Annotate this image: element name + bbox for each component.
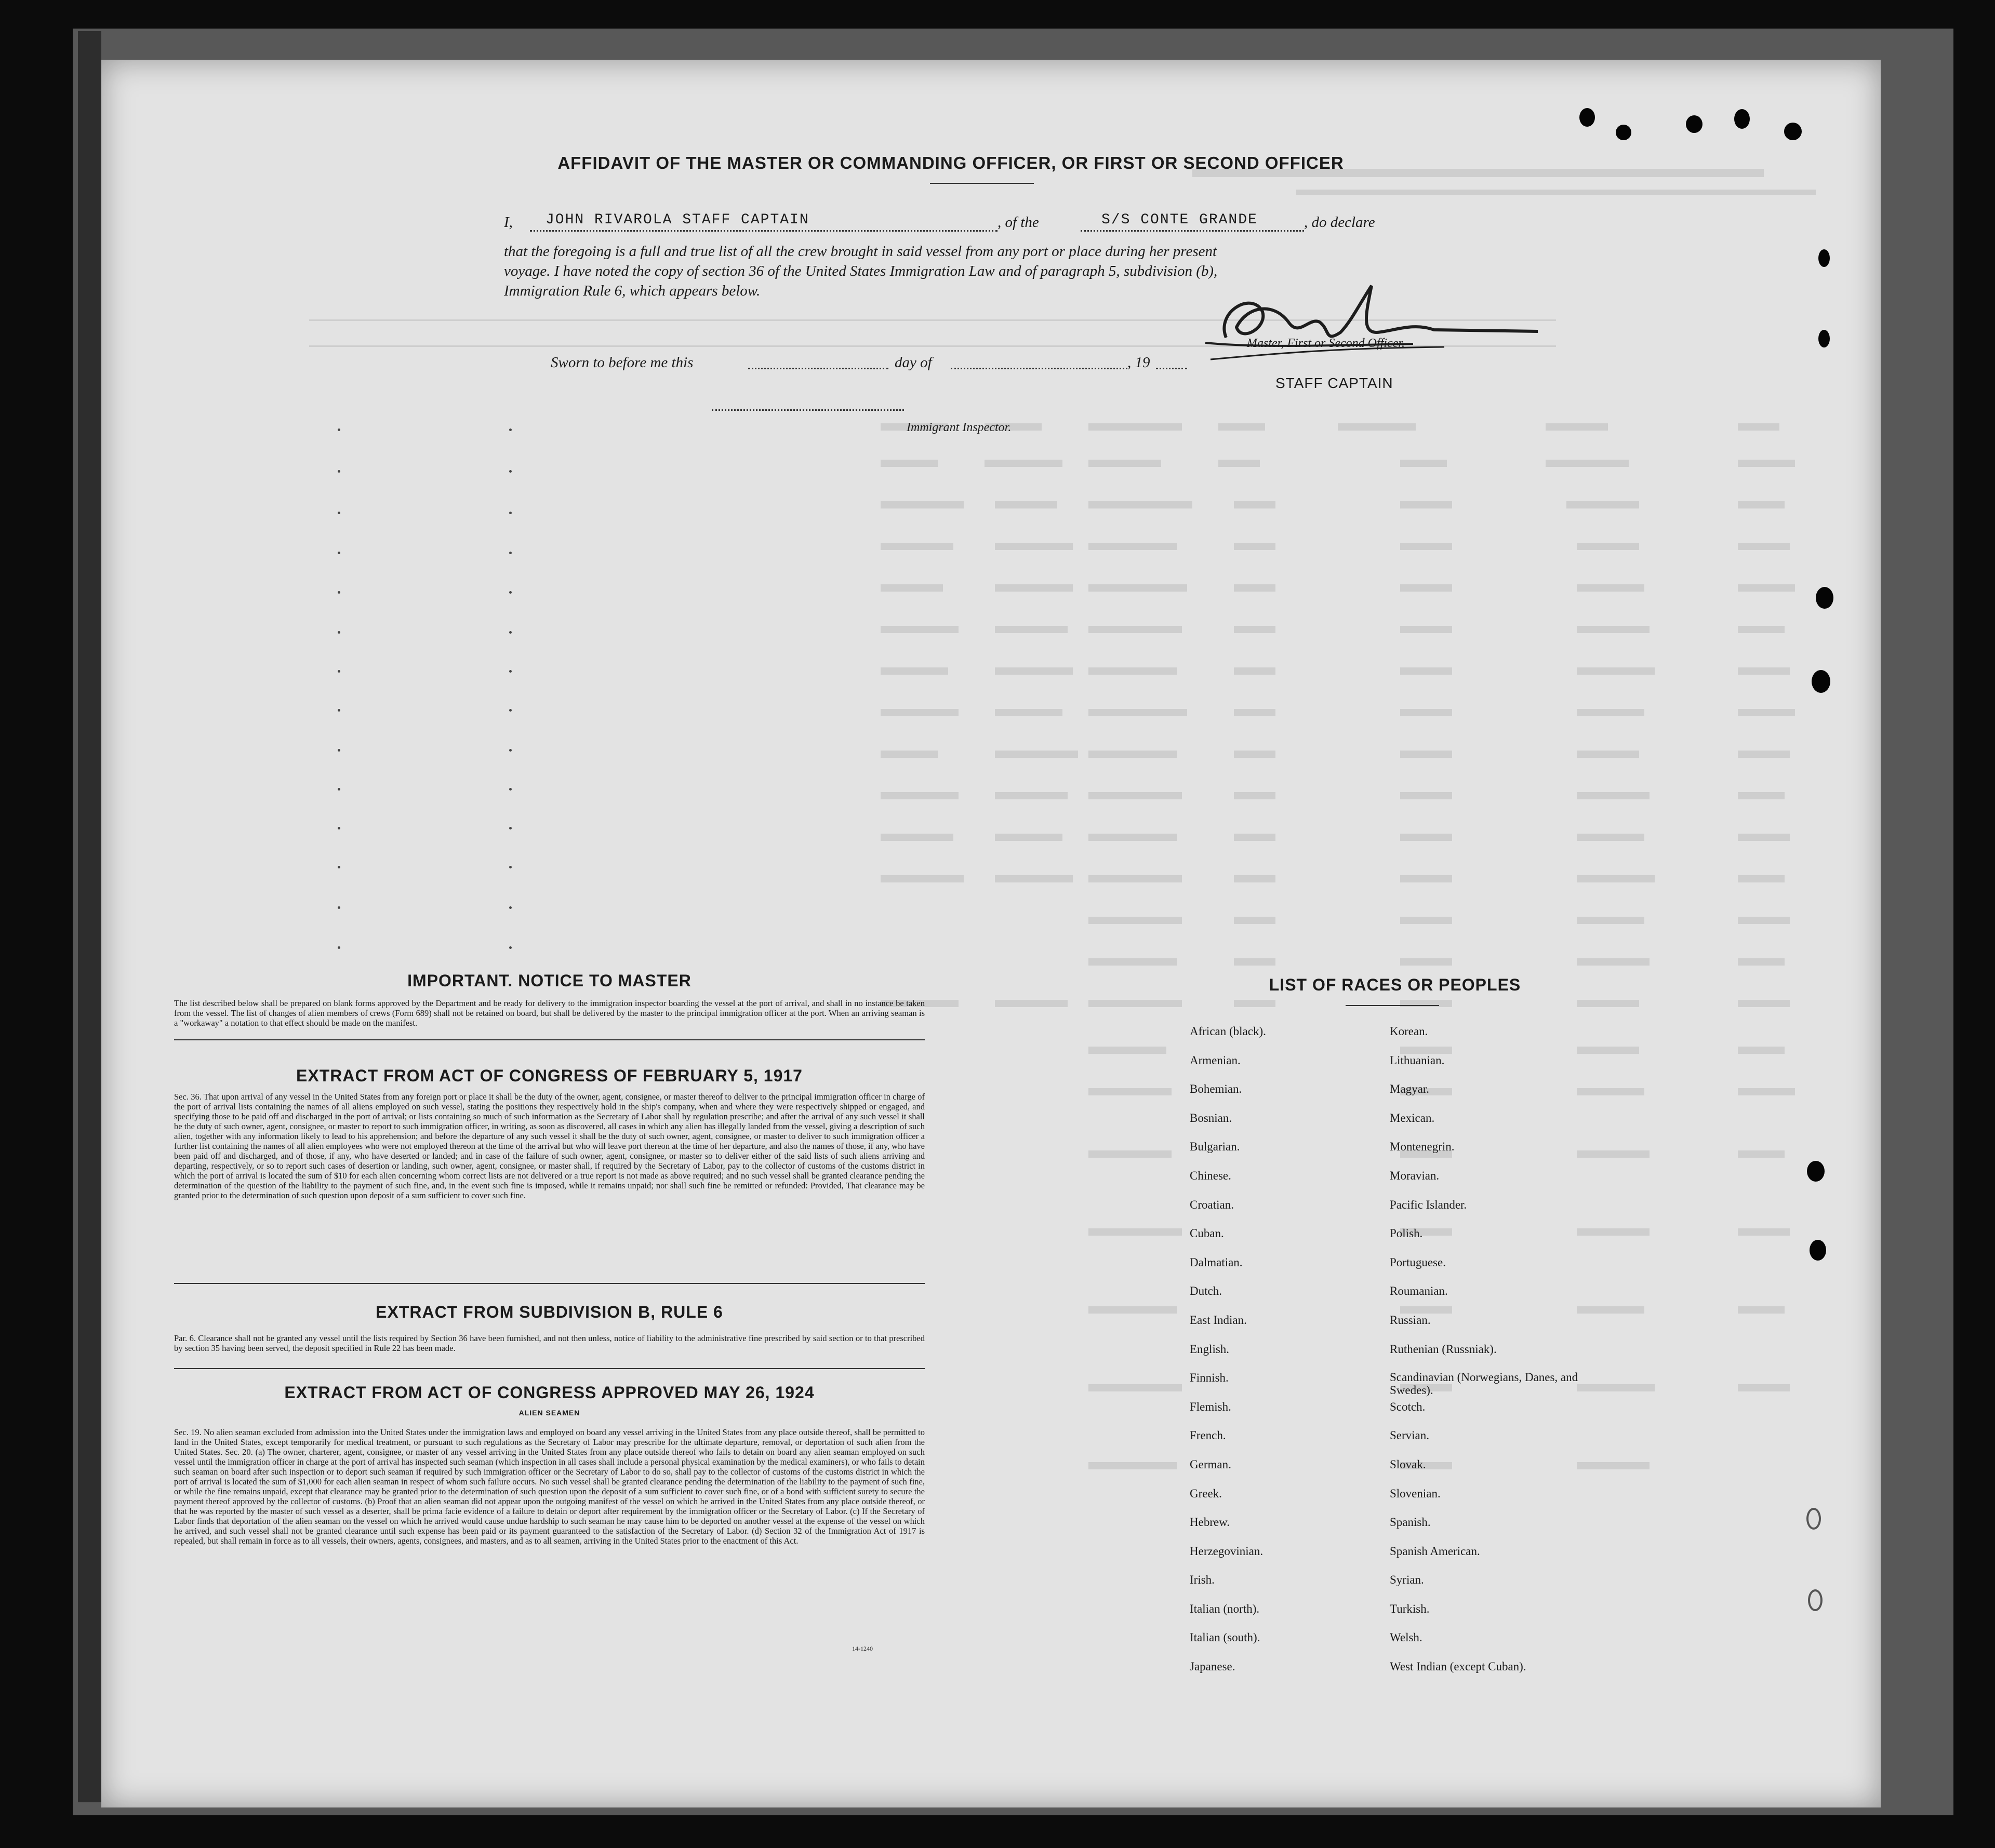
vessel-name-field: S/S CONTE GRANDE bbox=[1101, 212, 1258, 228]
ditto-mark bbox=[338, 866, 340, 868]
ditto-mark bbox=[338, 552, 340, 554]
ditto-mark bbox=[338, 631, 340, 634]
extract-1924-title: EXTRACT FROM ACT OF CONGRESS APPROVED MAY 26, 1924 bbox=[284, 1383, 815, 1402]
ditto-mark bbox=[338, 512, 340, 514]
race-item: Scotch. bbox=[1390, 1400, 1426, 1413]
vessel-name-line bbox=[1081, 230, 1304, 232]
races-title-underline bbox=[1346, 1005, 1439, 1006]
reinforcement-ring bbox=[1808, 1589, 1823, 1611]
race-item: Dutch. bbox=[1190, 1284, 1222, 1298]
ditto-mark bbox=[509, 946, 512, 949]
extract-rule6-title: EXTRACT FROM SUBDIVISION B, RULE 6 bbox=[376, 1303, 723, 1321]
divider bbox=[174, 1283, 925, 1284]
punch-hole bbox=[1734, 109, 1750, 129]
extract-1917-text: Sec. 36. That upon arrival of any vessel in the United States from any foreign port or place it shall be the duty of the owner, agent, consignee, or master thereof to deliver to the principal immigration officer in charge of the port of arrival lists containing the names of all aliens employed on such vessel, stating the positions they respectively hold in the ship's company, when and where they were respectively shipped or engaged, and specifying those to be paid off and discharged in the port of arrival; or lists containing so much of such information as the Secretary of Labor shall by regulation prescribe; and after the arrival of any such vessel it shall be the duty of such owner, agent, consignee, or master to report to such immigration officer, in writing, as soon as discovered, all cases in which any alien has illegally landed from the vessel, giving a description of such alien, together with any information likely to lead to his apprehension; and before the departure of any such vessel it shall be the duty of such owner, agent, consignee, or master to deliver to such immigration officer a further list containing the names of all alien employees who were not employed thereon at the time of the arrival but who will leave port thereon at the time of her departure, and also the names of those, if any, who have been paid off and discharged, and of those, if any, who have deserted or landed; and in case of the failure of such owner, agent, consignee, or master so to deliver either of the said lists of such aliens arriving and departing, respectively, or so to report such cases of desertion or landing, such owner, agent, consignee, or master shall, if required by the Secretary of Labor, pay to the collector of customs of the customs district in which the port of arrival is located the sum of $10 for each alien concerning whom correct lists are not delivered or a true report is not made as above required; and no such vessel shall be granted clearance pending the determination of the question of the liability to the payment of such fine, and, in the event such fine is imposed, while it remains unpaid; nor shall such fine be remitted or refunded: Provided, That clearance may be granted prior to the determination of such question upon deposit of a sum sufficient to cover such fine. bbox=[174, 1092, 925, 1200]
ditto-mark bbox=[338, 470, 340, 473]
form-number: 14-1240 bbox=[852, 1645, 873, 1652]
punch-hole bbox=[1818, 330, 1830, 347]
affidavit-body-line-3: Immigration Rule 6, which appears below. bbox=[504, 283, 761, 299]
race-item: Turkish. bbox=[1390, 1602, 1430, 1615]
race-item: Chinese. bbox=[1190, 1169, 1231, 1182]
sheet-edge bbox=[78, 31, 101, 1802]
race-item: Polish. bbox=[1390, 1227, 1423, 1240]
race-item: Syrian. bbox=[1390, 1573, 1424, 1587]
punch-hole bbox=[1810, 1240, 1826, 1261]
ditto-mark bbox=[338, 788, 340, 791]
of-the-label: , of the bbox=[998, 214, 1039, 231]
race-item: Portuguese. bbox=[1390, 1255, 1446, 1269]
punch-hole bbox=[1579, 108, 1595, 127]
title-underline bbox=[930, 183, 1034, 184]
punch-hole bbox=[1816, 587, 1833, 609]
race-item: Croatian. bbox=[1190, 1198, 1234, 1211]
race-item: East Indian. bbox=[1190, 1313, 1247, 1327]
extract-1917-title: EXTRACT FROM ACT OF CONGRESS OF FEBRUARY 5, 1917 bbox=[296, 1066, 803, 1085]
signer-title: STAFF CAPTAIN bbox=[1275, 375, 1393, 391]
ditto-mark bbox=[338, 906, 340, 909]
race-item: Lithuanian. bbox=[1390, 1053, 1445, 1067]
notice-text: The list described below shall be prepared on blank forms approved by the Department and be ready for delivery to the immigration inspector boarding the vessel at the port of arrival, and shall in no instance be taken from the vessel. The list of changes of alien members of crews (Form 689) shall not be retained on board, but shall be delivered by the master to the principal immigration officer at the port. When an arriving seaman is a "workaway" a notation to that effect should be made on the manifest. bbox=[174, 998, 925, 1028]
punch-hole bbox=[1686, 115, 1703, 133]
races-title: LIST OF RACES OR PEOPLES bbox=[1269, 975, 1521, 994]
race-item: Russian. bbox=[1390, 1313, 1431, 1327]
officer-name-line bbox=[530, 230, 998, 232]
ditto-mark bbox=[509, 749, 512, 752]
inspector-signature-line bbox=[712, 409, 904, 411]
extract-1924-text: Sec. 19. No alien seaman excluded from admission into the United States under the immigration laws and employed on board any vessel arriving in the United States from any place outside thereof, shall be permitted to land in the United States, except temporarily for medical treatment, or pursuant to such regulations as the Secretary of Labor may prescribe for the ultimate departure, removal, or deportation of such alien from the United States. Sec. 20. (a) The owner, charterer, agent, consignee, or master of any vessel arriving in the United States from any place outside thereof who fails to detain on board any alien seaman employed on such vessel until the immigration officer in charge at the port of arrival has inspected such seaman (which inspection in all cases shall include a personal physical examination by the medical examiners), or who fails to detain such seaman on board after such inspection or to deport such seaman if required by such immigration officer or the Secretary of Labor to do so, shall pay to the collector of customs of the customs district in which the port of arrival is located the sum of $1,000 for each alien seaman in respect of whom such failure occurs. No such vessel shall be granted clearance pending the determination of the liability to the payment of such fine, or while the fine remains unpaid, except that clearance may be granted prior to the determination of such question upon the deposit of a sum sufficient to cover such fine, or of a bond with sufficient surety to secure the payment thereof approved by the collector of customs. (b) Proof that an alien seaman did not appear upon the outgoing manifest of the vessel on which he arrived in the United States from any place outside thereof, or that he was reported by the master of such vessel as a deserter, shall be prima facie evidence of a failure to detain or deport after requirement by the immigration officer or the Secretary of Labor. (c) If the Secretary of Labor finds that deportation of the alien seaman on the vessel on which he arrived would cause undue hardship to such seaman he may cause him to be deported on another vessel at the expense of the vessel on which he arrived, and such vessel shall not be granted clearance until such expense has been paid or its payment guaranteed to the satisfaction of the Secretary of Labor. (d) Section 32 of the Immigration Act of 1917 is repealed, but shall remain in force as to all vessels, their owners, agents, consignees, and masters, and as to all seamen, arriving in the United States prior to the enactment of this Act. bbox=[174, 1427, 925, 1546]
race-item: Spanish American. bbox=[1390, 1544, 1480, 1558]
races-left-column bbox=[1190, 1017, 1408, 1681]
punch-hole bbox=[1784, 123, 1802, 140]
race-item: English. bbox=[1190, 1342, 1230, 1356]
race-item: Herzegovinian. bbox=[1190, 1544, 1264, 1558]
ditto-mark bbox=[338, 591, 340, 594]
sworn-day-line bbox=[748, 368, 888, 369]
divider bbox=[174, 1368, 925, 1369]
ditto-mark bbox=[509, 552, 512, 554]
ditto-mark bbox=[509, 866, 512, 868]
punch-hole bbox=[1818, 249, 1830, 267]
race-item: Italian (south). bbox=[1190, 1631, 1260, 1644]
sworn-label: Sworn to before me this bbox=[551, 354, 694, 371]
race-item: French. bbox=[1190, 1429, 1226, 1442]
extract-1924-subtitle: ALIEN SEAMEN bbox=[518, 1409, 580, 1417]
race-item: Roumanian. bbox=[1390, 1284, 1448, 1298]
punch-hole bbox=[1807, 1161, 1825, 1182]
race-item: Spanish. bbox=[1390, 1516, 1431, 1529]
sworn-year-line bbox=[1156, 368, 1187, 369]
ditto-mark bbox=[509, 670, 512, 673]
race-item: Welsh. bbox=[1390, 1631, 1422, 1644]
race-item: Dalmatian. bbox=[1190, 1255, 1243, 1269]
race-item: Bosnian. bbox=[1190, 1111, 1232, 1124]
ditto-mark bbox=[338, 946, 340, 949]
punch-hole bbox=[1812, 670, 1830, 693]
race-item: Korean. bbox=[1390, 1025, 1428, 1038]
day-of-label: day of bbox=[895, 354, 932, 371]
reinforcement-ring bbox=[1806, 1508, 1821, 1530]
ditto-mark bbox=[509, 512, 512, 514]
ditto-mark bbox=[338, 827, 340, 829]
race-item: Flemish. bbox=[1190, 1400, 1231, 1413]
race-item: Mexican. bbox=[1390, 1111, 1435, 1124]
ditto-mark bbox=[509, 428, 512, 431]
race-item: Hebrew. bbox=[1190, 1516, 1230, 1529]
officer-name-field: JOHN RIVAROLA STAFF CAPTAIN bbox=[546, 212, 809, 228]
race-item: Slovak. bbox=[1390, 1457, 1426, 1471]
notice-title: IMPORTANT. NOTICE TO MASTER bbox=[407, 971, 691, 990]
officer-signature bbox=[1195, 270, 1559, 374]
race-item: Scandinavian (Norwegians, Danes, and Swedes). bbox=[1390, 1371, 1578, 1397]
affidavit-title: AFFIDAVIT OF THE MASTER OR COMMANDING OFFICER, OR FIRST OR SECOND OFFICER bbox=[557, 153, 1344, 172]
race-item: Armenian. bbox=[1190, 1053, 1241, 1067]
race-item: Servian. bbox=[1390, 1429, 1430, 1442]
races-right-column bbox=[1390, 1017, 1587, 1681]
race-item: Pacific Islander. bbox=[1390, 1198, 1467, 1211]
inspector-label: Immigrant Inspector. bbox=[907, 421, 1012, 434]
ditto-mark bbox=[509, 906, 512, 909]
year-label: , 19 bbox=[1127, 354, 1150, 371]
sworn-month-line bbox=[951, 368, 1127, 369]
race-item: Bohemian. bbox=[1190, 1082, 1242, 1096]
ditto-mark bbox=[338, 670, 340, 673]
ditto-mark bbox=[338, 709, 340, 712]
ditto-mark bbox=[509, 631, 512, 634]
race-item: Finnish. bbox=[1190, 1371, 1229, 1385]
punch-hole bbox=[1616, 125, 1631, 140]
i-label: I, bbox=[504, 214, 513, 231]
race-item: Italian (north). bbox=[1190, 1602, 1260, 1615]
race-item: German. bbox=[1190, 1457, 1231, 1471]
ditto-mark bbox=[509, 591, 512, 594]
race-item: Greek. bbox=[1190, 1487, 1222, 1500]
do-declare-label: , do declare bbox=[1304, 214, 1375, 231]
ditto-mark bbox=[509, 788, 512, 791]
extract-rule6-text: Par. 6. Clearance shall not be granted any vessel until the lists required by Section 36 have been furnished, and not then unless, notice of liability to the administrative fine prescribed by said section or to that prescribed by section 35 having been served, the deposit specified in Rule 22 has been made. bbox=[174, 1333, 925, 1353]
race-item: West Indian (except Cuban). bbox=[1390, 1660, 1526, 1673]
race-item: Bulgarian. bbox=[1190, 1140, 1240, 1154]
signature-caption: Master, First or Second Officer. bbox=[1247, 337, 1405, 350]
divider bbox=[174, 1039, 925, 1040]
ditto-mark bbox=[509, 709, 512, 712]
race-item: Ruthenian (Russniak). bbox=[1390, 1342, 1497, 1356]
ditto-mark bbox=[509, 470, 512, 473]
ditto-mark bbox=[338, 749, 340, 752]
race-item: Moravian. bbox=[1390, 1169, 1440, 1182]
ditto-mark bbox=[509, 827, 512, 829]
race-item: African (black). bbox=[1190, 1025, 1266, 1038]
race-item: Cuban. bbox=[1190, 1227, 1224, 1240]
race-item: Montenegrin. bbox=[1390, 1140, 1455, 1154]
ditto-mark bbox=[338, 428, 340, 431]
race-item: Slovenian. bbox=[1390, 1487, 1441, 1500]
affidavit-body-line-2: voyage. I have noted the copy of section 36 of the United States Immigration Law and of paragraph 5, subdivision (b), bbox=[504, 263, 1218, 279]
affidavit-body-line-1: that the foregoing is a full and true list of all the crew brought in said vessel from any port or place during her present bbox=[504, 243, 1217, 260]
race-item: Irish. bbox=[1190, 1573, 1215, 1587]
race-item: Japanese. bbox=[1190, 1660, 1235, 1673]
race-item: Magyar. bbox=[1390, 1082, 1430, 1096]
